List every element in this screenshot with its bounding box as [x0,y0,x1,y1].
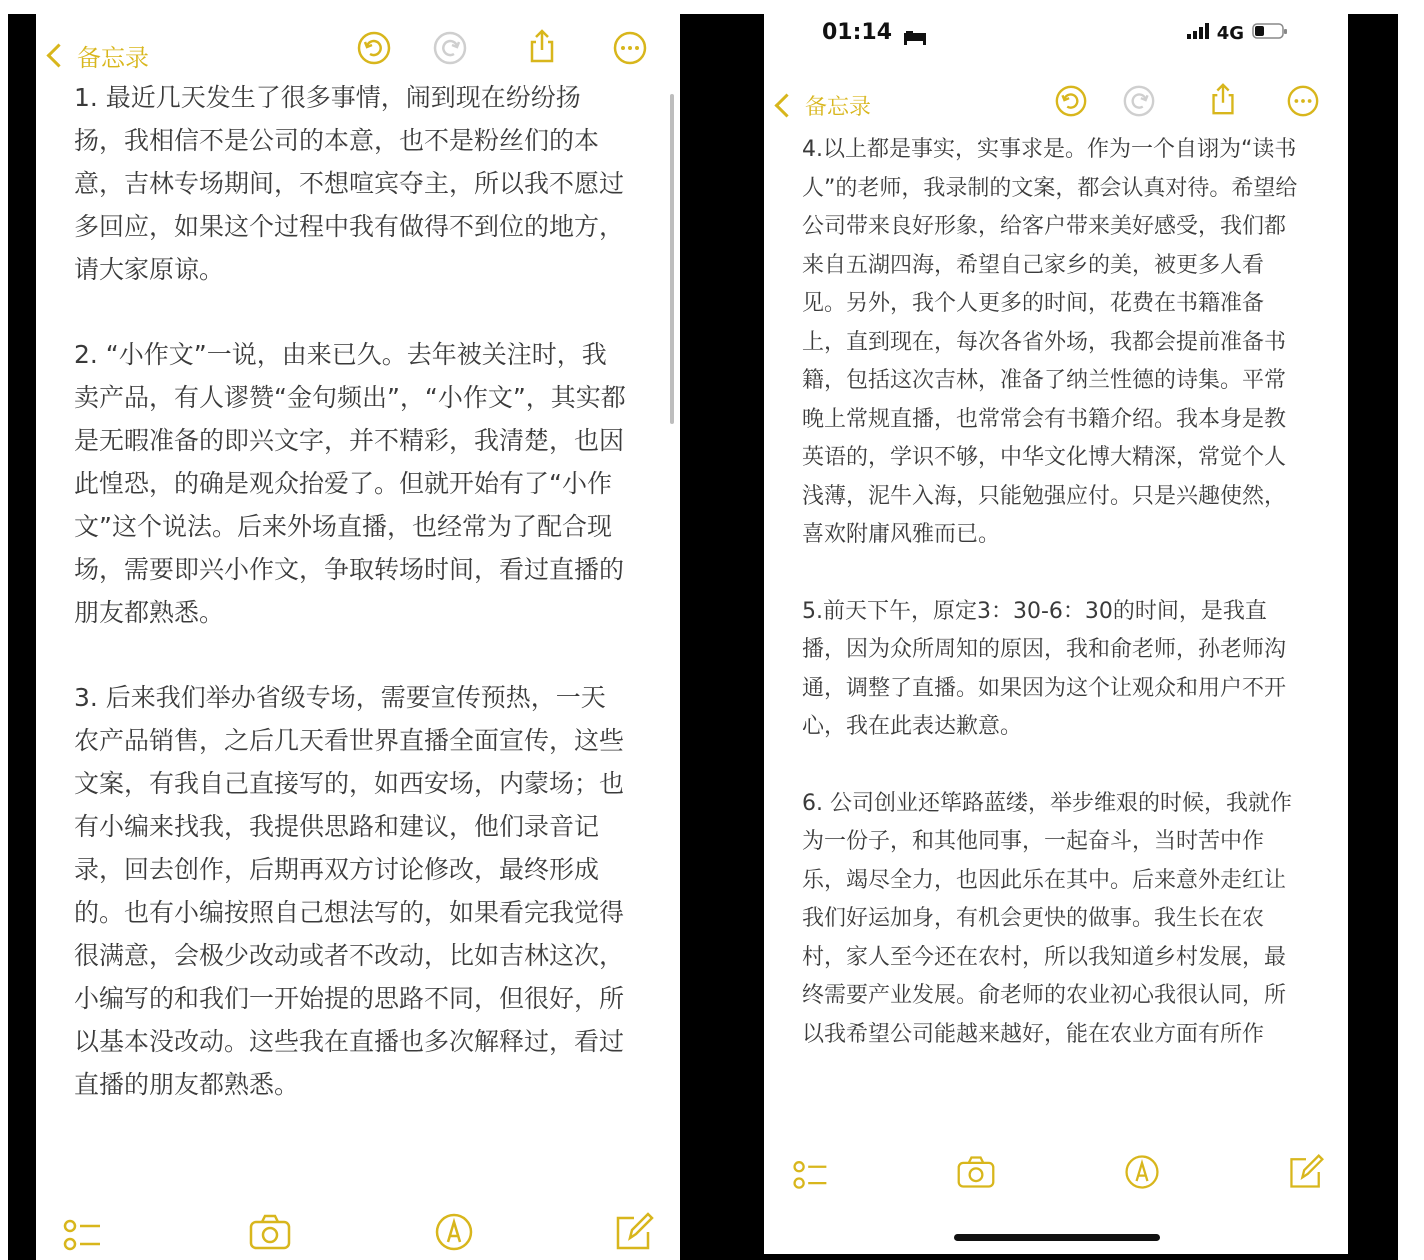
note-body[interactable] [802,131,1298,1054]
back-button[interactable] [50,38,149,73]
left-frame [8,14,36,1260]
redo-icon[interactable] [1122,84,1156,118]
note-body[interactable] [74,76,626,1106]
camera-icon[interactable] [248,1210,292,1254]
home-indicator[interactable] [954,1234,1160,1241]
status-network [1187,22,1288,45]
time-text: 01:14 [822,20,893,45]
markup-pen-icon[interactable] [1122,1152,1162,1192]
note-paragraph-3: 3. 后来我们举办省级专场，需要宣传预热，一天农产品销售，之后几天看世界直播全面宣传，这些文案，有我自己直接写的，如西安场，内蒙场；也有小编来找我，我提供思路和建议，他们录音记录，回去创作，后期再双方讨论修改，最终形成的。也有小编按照自己想法写的，如果看完我觉得很满意，会极少改动或者不改动，比如吉林这次，小编写的和我们一开始提的思路不同，但很好，所以基本没改动。这些我在直播也多次解释过，看过直播的朋友都熟悉。 [74,683,625,1099]
sleep-icon [904,26,926,40]
note-paragraph-2: 2. “小作文”一说，由来已久。去年被关注时，我卖产品，有人谬赞“金句频出”，“小作文”，其实都是无暇准备的即兴文字，并不精彩，我清楚，也因此惶恐，的确是观众抬爱了。但就开始有了“小作文”这个说法。后来外场直播，也经常为了配合现场，需要即兴小作文，争取转场时间，看过直播的朋友都熟悉。 [74,340,626,627]
battery-icon [1252,22,1288,45]
markup-pen-icon[interactable] [432,1210,476,1254]
redo-icon[interactable] [432,30,468,66]
more-icon[interactable] [612,30,648,66]
checklist-icon[interactable] [60,1212,104,1256]
note-paragraph-5: 5.前天下午，原定3：30-6：30的时间，是我直播，因为众所周知的原因，我和俞老师，孙老师沟通，调整了直播。如果因为这个让观众和用户不开心，我在此表达歉意。 [802,598,1287,739]
signal-icon [1187,23,1209,44]
compose-icon[interactable] [612,1210,656,1254]
undo-icon[interactable] [1054,84,1088,118]
status-time [822,20,926,45]
checklist-icon[interactable] [790,1154,830,1194]
back-label: 备忘录 [77,44,149,72]
status-bar [764,14,1348,54]
undo-icon[interactable] [356,30,392,66]
bottom-toolbar [36,1208,680,1258]
more-icon[interactable] [1286,84,1320,118]
note-paragraph-6: 6. 公司创业还筚路蓝缕，举步维艰的时候，我就作为一份子，和其他同事，一起奋斗，当时苦中作乐，竭尽全力，也因此乐在其中。后来意外走红让我们好运加身，有机会更快的做事。我生长在农村，家人至今还在农村，所以我知道乡村发展，最终需要产业发展。俞老师的农业初心我很认同，所以我希望公司能越来越好，能在农业方面有所作 [802,790,1292,1047]
compose-icon[interactable] [1286,1152,1326,1192]
bottom-toolbar [764,1152,1348,1198]
chevron-left-icon [46,43,70,67]
right-screen [764,14,1348,1254]
left-screen [36,14,680,1260]
share-icon[interactable] [524,28,560,64]
scrollbar[interactable] [670,94,674,424]
network-label: 4G [1216,23,1244,44]
back-button[interactable] [778,90,871,121]
note-paragraph-1: 1. 最近几天发生了很多事情，闹到现在纷纷扬扬，我相信不是公司的本意，也不是粉丝们的本意，吉林专场期间，不想喧宾夺主，所以我不愿过多回应，如果这个过程中我有做得不到位的地方，请大家原谅。 [74,83,625,284]
chevron-left-icon [774,93,798,117]
camera-icon[interactable] [956,1152,996,1192]
back-label: 备忘录 [805,95,872,120]
share-icon[interactable] [1206,82,1240,116]
note-paragraph-4: 4.以上都是事实，实事求是。作为一个自诩为“读书人”的老师，我录制的文案，都会认真对待。希望给公司带来良好形象，给客户带来美好感受，我们都来自五湖四海，希望自己家乡的美，被更多人看见。另外，我个人更多的时间，花费在书籍准备上，直到现在，每次各省外场，我都会提前准备书籍，包括这次吉林，准备了纳兰性德的诗集。平常晚上常规直播，也常常会有书籍介绍。我本身是教英语的，学识不够，中华文化博大精深，常觉个人浅薄，泥牛入海，只能勉强应付。只是兴趣使然，喜欢附庸风雅而已。 [802,137,1298,547]
